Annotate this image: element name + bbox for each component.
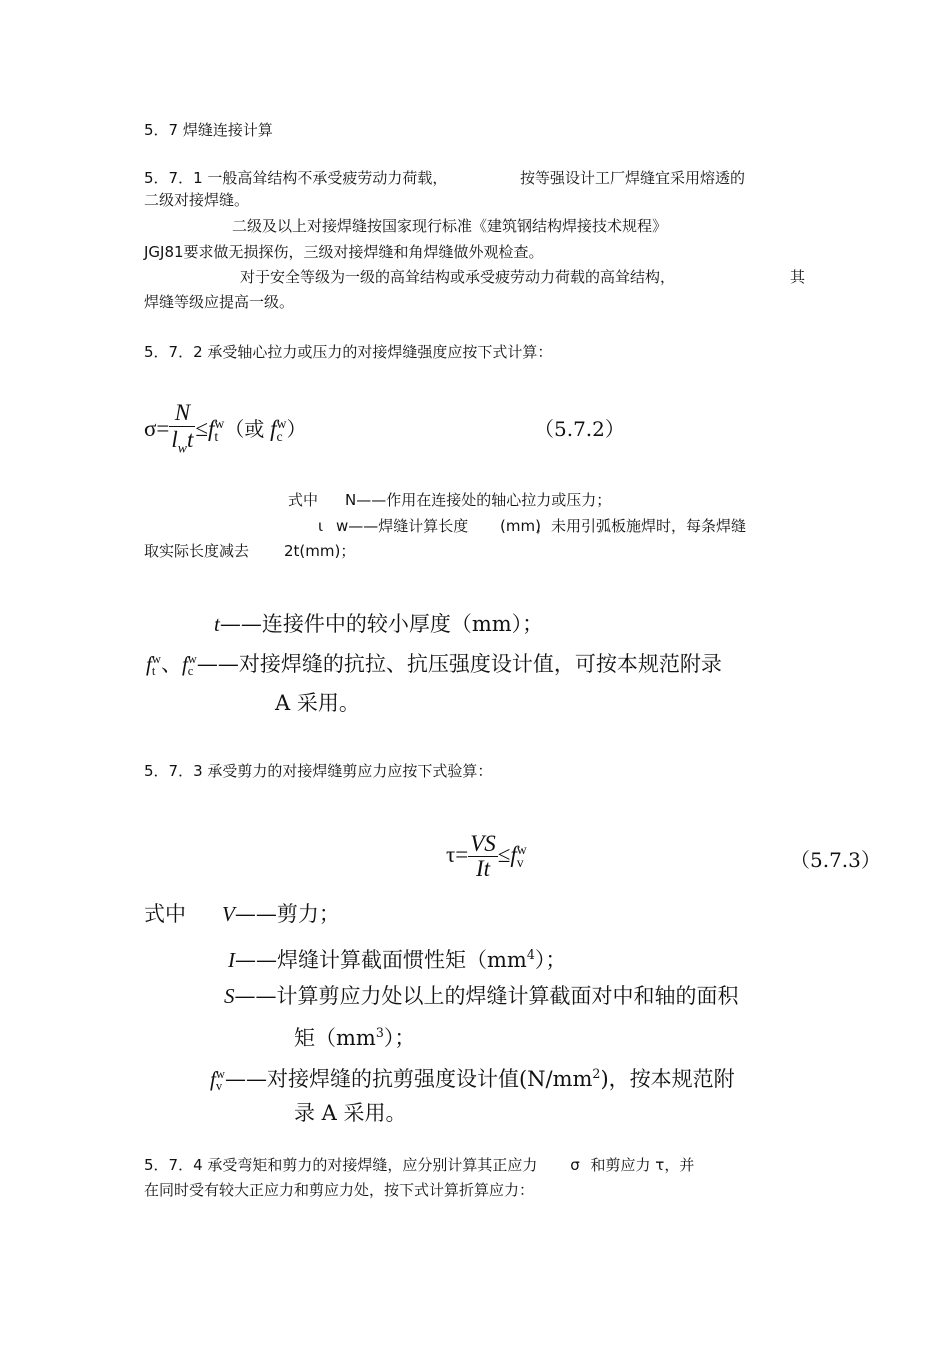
where-572-label: 式中 (288, 491, 319, 509)
para-571-line4: JGJ81要求做无损探伤，三级对接焊缝和角焊缝做外观检查。 (144, 243, 544, 261)
para-571-line1: 5．7．1 一般高耸结构不承受疲劳动力荷载， (144, 169, 448, 187)
where-572-line3b: 2t(mm)； (284, 542, 356, 560)
def-572-t: t——连接件中的较小厚度（mm）； (214, 612, 544, 636)
def-572-f-cont: A 采用。 (275, 691, 360, 715)
where-572-n: N——作用在连接处的轴心拉力或压力； (345, 491, 612, 509)
para-574-line2: 在同时受有较大正应力和剪应力处，按下式计算折算应力： (144, 1181, 535, 1199)
formula-572: σ= $\frac{N}{l_wt}$ ≤f w t （或 f w c ） (144, 400, 307, 456)
section-title: 5．7 焊缝连接计算 (144, 121, 273, 139)
formula-573-number: （5.7.3） (790, 848, 881, 872)
para-571-line5: 对于安全等级为一级的高耸结构或承受疲劳动力荷载的高耸结构， (240, 268, 676, 286)
para-571-line2: 二级对接焊缝。 (144, 191, 250, 209)
def-572-f: f w t 、f w c ——对接焊缝的抗拉、抗压强度设计值，可按本规范附录 (146, 652, 722, 678)
def-573-s-cont: 矩$(mm^3)$； (294, 1025, 416, 1050)
para-571-line3: 二级及以上对接焊缝按国家现行标准《建筑钢结构焊接技术规程》 (232, 217, 668, 235)
formula-573: τ= $\frac{VS}{It}$ ≤f w v (446, 831, 527, 881)
para-572-heading: 5．7．2 承受轴心拉力或压力的对接焊缝强度应按下式计算： (144, 343, 553, 361)
where-573-label: 式中 (144, 902, 186, 926)
def-573-fv: f w v ——对接焊缝的抗剪强度设计值$(N/mm^2)$，按本规范附 (210, 1066, 735, 1093)
def-573-fv-cont: 录 A 采用。 (294, 1101, 407, 1125)
where-572-lw-sym: ι (318, 517, 324, 535)
def-573-i: I——焊缝计算截面惯性矩$(mm^4)$； (228, 947, 567, 972)
para-571-line6: 焊缝等级应提高一级。 (144, 293, 295, 311)
para-571-line5b: 其 (790, 268, 806, 286)
def-573-v: V——剪力； (222, 902, 340, 926)
where-572-lw-unit: (mm) (500, 517, 541, 535)
para-571-line1b: 按等强设计工厂焊缝宜采用熔透的 (520, 169, 746, 187)
where-572-line3a: 取实际长度减去 (144, 542, 250, 560)
where-572-lw-cont: ，未用引弧板施焊时，每条焊缝 (536, 517, 747, 535)
where-572-lw: w——焊缝计算长度 (336, 517, 469, 535)
para-573-heading: 5．7．3 承受剪力的对接焊缝剪应力应按下式验算： (144, 762, 493, 780)
def-573-s: S——计算剪应力处以上的焊缝计算截面对中和轴的面积 (224, 984, 739, 1008)
formula-572-number: （5.7.2） (534, 417, 625, 441)
para-574-line1: 5．7．4 承受弯矩和剪力的对接焊缝，应分别计算其正应力 σ 和剪应力 τ，并 (144, 1156, 695, 1174)
